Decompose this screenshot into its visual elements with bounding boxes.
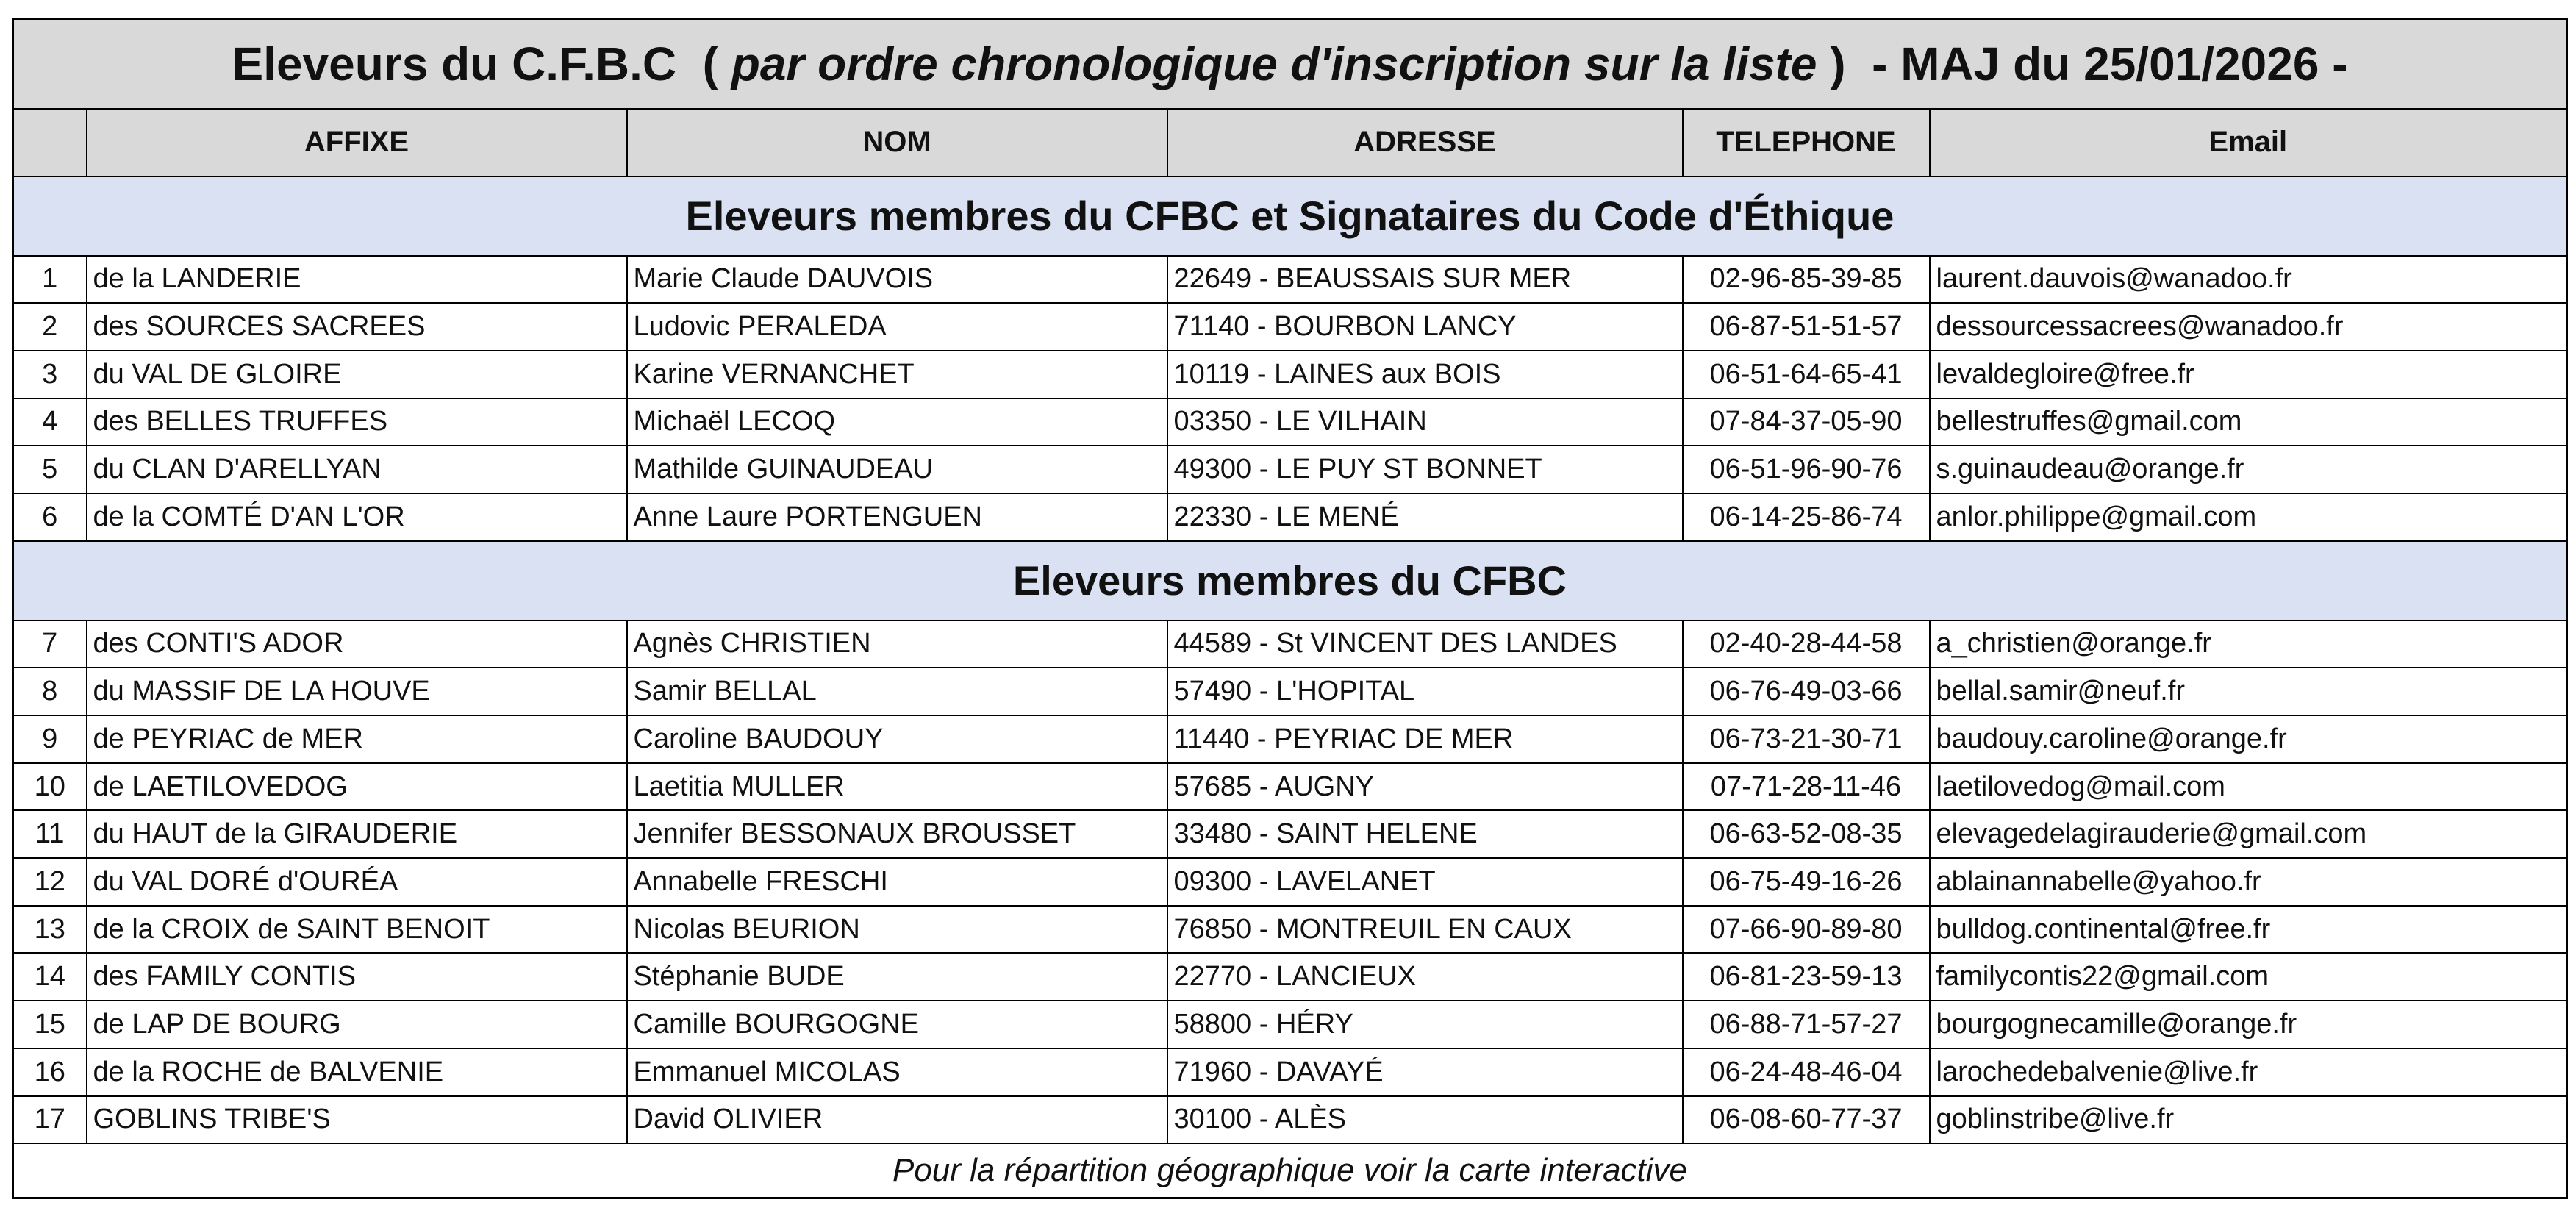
affixe-cell: de la COMTÉ D'AN L'OR — [87, 493, 627, 541]
affixe-cell: de LAETILOVEDOG — [87, 763, 627, 811]
header-affixe: AFFIXE — [87, 109, 627, 176]
adresse-cell: 33480 - SAINT HELENE — [1167, 810, 1683, 858]
telephone-cell: 06-51-96-90-76 — [1683, 446, 1930, 493]
affixe-cell: de LAP DE BOURG — [87, 1001, 627, 1048]
table-row — [13, 858, 2567, 906]
header-nom: NOM — [627, 109, 1167, 176]
adresse-cell: 71960 - DAVAYÉ — [1167, 1048, 1683, 1096]
section-title: Eleveurs membres du CFBC et Signataires du Code d'Éthique — [13, 176, 2567, 256]
row-number: 4 — [13, 398, 87, 446]
nom-cell: Stéphanie BUDE — [627, 953, 1167, 1001]
email-cell: ablainannabelle@yahoo.fr — [1930, 858, 2567, 906]
breeders-table — [12, 18, 2568, 1199]
email-cell: laetilovedog@mail.com — [1930, 763, 2567, 811]
nom-cell: David OLIVIER — [627, 1096, 1167, 1144]
adresse-cell: 76850 - MONTREUIL EN CAUX — [1167, 906, 1683, 954]
telephone-cell: 07-71-28-11-46 — [1683, 763, 1930, 811]
adresse-cell: 30100 - ALÈS — [1167, 1096, 1683, 1144]
adresse-cell: 22330 - LE MENÉ — [1167, 493, 1683, 541]
affixe-cell: des SOURCES SACREES — [87, 303, 627, 351]
table-row — [13, 256, 2567, 304]
row-number: 6 — [13, 493, 87, 541]
affixe-cell: du HAUT de la GIRAUDERIE — [87, 810, 627, 858]
affixe-cell: de la LANDERIE — [87, 256, 627, 304]
section-title: Eleveurs membres du CFBC — [13, 541, 2567, 621]
nom-cell: Nicolas BEURION — [627, 906, 1167, 954]
table-row — [13, 1096, 2567, 1144]
telephone-cell: 06-88-71-57-27 — [1683, 1001, 1930, 1048]
table-row — [13, 715, 2567, 763]
affixe-cell: du CLAN D'ARELLYAN — [87, 446, 627, 493]
telephone-cell: 02-96-85-39-85 — [1683, 256, 1930, 304]
title-update: - MAJ du 25/01/2026 - — [1872, 37, 2348, 90]
affixe-cell: de la CROIX de SAINT BENOIT — [87, 906, 627, 954]
table-row — [13, 1048, 2567, 1096]
email-cell: bulldog.continental@free.fr — [1930, 906, 2567, 954]
adresse-cell: 03350 - LE VILHAIN — [1167, 398, 1683, 446]
affixe-cell: du VAL DE GLOIRE — [87, 351, 627, 398]
telephone-cell: 06-14-25-86-74 — [1683, 493, 1930, 541]
table-row — [13, 810, 2567, 858]
email-cell: baudouy.caroline@orange.fr — [1930, 715, 2567, 763]
email-cell: elevagedelagirauderie@gmail.com — [1930, 810, 2567, 858]
nom-cell: Ludovic PERALEDA — [627, 303, 1167, 351]
row-number: 12 — [13, 858, 87, 906]
row-number: 9 — [13, 715, 87, 763]
adresse-cell: 49300 - LE PUY ST BONNET — [1167, 446, 1683, 493]
telephone-cell: 06-76-49-03-66 — [1683, 668, 1930, 715]
nom-cell: Agnès CHRISTIEN — [627, 621, 1167, 668]
affixe-cell: du VAL DORÉ d'OURÉA — [87, 858, 627, 906]
email-cell: dessourcessacrees@wanadoo.fr — [1930, 303, 2567, 351]
email-cell: goblinstribe@live.fr — [1930, 1096, 2567, 1144]
nom-cell: Michaël LECOQ — [627, 398, 1167, 446]
title-main: Eleveurs du C.F.B.C — [232, 37, 677, 90]
row-number: 14 — [13, 953, 87, 1001]
row-number: 7 — [13, 621, 87, 668]
header-adresse: ADRESSE — [1167, 109, 1683, 176]
nom-cell: Jennifer BESSONAUX BROUSSET — [627, 810, 1167, 858]
affixe-cell: du MASSIF DE LA HOUVE — [87, 668, 627, 715]
telephone-cell: 06-87-51-51-57 — [1683, 303, 1930, 351]
row-number: 10 — [13, 763, 87, 811]
section-header-row — [13, 541, 2567, 621]
table-row — [13, 493, 2567, 541]
nom-cell: Karine VERNANCHET — [627, 351, 1167, 398]
row-number: 15 — [13, 1001, 87, 1048]
row-number: 13 — [13, 906, 87, 954]
nom-cell: Marie Claude DAUVOIS — [627, 256, 1167, 304]
affixe-cell: des BELLES TRUFFES — [87, 398, 627, 446]
telephone-cell: 06-51-64-65-41 — [1683, 351, 1930, 398]
nom-cell: Anne Laure PORTENGUEN — [627, 493, 1167, 541]
telephone-cell: 06-73-21-30-71 — [1683, 715, 1930, 763]
email-cell: bourgognecamille@orange.fr — [1930, 1001, 2567, 1048]
nom-cell: Annabelle FRESCHI — [627, 858, 1167, 906]
email-cell: bellestruffes@gmail.com — [1930, 398, 2567, 446]
affixe-cell: des CONTI'S ADOR — [87, 621, 627, 668]
table-row — [13, 906, 2567, 954]
page-title — [13, 19, 2567, 109]
adresse-cell: 57490 - L'HOPITAL — [1167, 668, 1683, 715]
telephone-cell: 07-84-37-05-90 — [1683, 398, 1930, 446]
table-row — [13, 621, 2567, 668]
email-cell: familycontis22@gmail.com — [1930, 953, 2567, 1001]
header-email: Email — [1930, 109, 2567, 176]
row-number: 5 — [13, 446, 87, 493]
table-row — [13, 351, 2567, 398]
footer-row — [13, 1143, 2567, 1198]
header-row — [13, 109, 2567, 176]
telephone-cell: 06-08-60-77-37 — [1683, 1096, 1930, 1144]
title-italic: par ordre chronologique d'inscription sur la liste — [731, 37, 1817, 90]
telephone-cell: 02-40-28-44-58 — [1683, 621, 1930, 668]
table-row — [13, 303, 2567, 351]
title-paren-close: ) — [1830, 37, 1846, 90]
email-cell: levaldegloire@free.fr — [1930, 351, 2567, 398]
telephone-cell: 06-75-49-16-26 — [1683, 858, 1930, 906]
table-row — [13, 953, 2567, 1001]
header-num — [13, 109, 87, 176]
adresse-cell: 09300 - LAVELANET — [1167, 858, 1683, 906]
email-cell: bellal.samir@neuf.fr — [1930, 668, 2567, 715]
email-cell: anlor.philippe@gmail.com — [1930, 493, 2567, 541]
title-row — [13, 19, 2567, 109]
adresse-cell: 71140 - BOURBON LANCY — [1167, 303, 1683, 351]
adresse-cell: 10119 - LAINES aux BOIS — [1167, 351, 1683, 398]
row-number: 11 — [13, 810, 87, 858]
row-number: 16 — [13, 1048, 87, 1096]
email-cell: a_christien@orange.fr — [1930, 621, 2567, 668]
email-cell: s.guinaudeau@orange.fr — [1930, 446, 2567, 493]
row-number: 1 — [13, 256, 87, 304]
table-row — [13, 398, 2567, 446]
telephone-cell: 06-63-52-08-35 — [1683, 810, 1930, 858]
telephone-cell: 06-24-48-46-04 — [1683, 1048, 1930, 1096]
affixe-cell: de PEYRIAC de MER — [87, 715, 627, 763]
nom-cell: Emmanuel MICOLAS — [627, 1048, 1167, 1096]
table-row — [13, 668, 2567, 715]
affixe-cell: des FAMILY CONTIS — [87, 953, 627, 1001]
title-paren-open: ( — [702, 37, 718, 90]
affixe-cell: de la ROCHE de BALVENIE — [87, 1048, 627, 1096]
row-number: 17 — [13, 1096, 87, 1144]
row-number: 8 — [13, 668, 87, 715]
nom-cell: Samir BELLAL — [627, 668, 1167, 715]
adresse-cell: 57685 - AUGNY — [1167, 763, 1683, 811]
email-cell: laurent.dauvois@wanadoo.fr — [1930, 256, 2567, 304]
section-header-row — [13, 176, 2567, 256]
row-number: 3 — [13, 351, 87, 398]
adresse-cell: 11440 - PEYRIAC DE MER — [1167, 715, 1683, 763]
telephone-cell: 07-66-90-89-80 — [1683, 906, 1930, 954]
nom-cell: Caroline BAUDOUY — [627, 715, 1167, 763]
adresse-cell: 44589 - St VINCENT DES LANDES — [1167, 621, 1683, 668]
nom-cell: Camille BOURGOGNE — [627, 1001, 1167, 1048]
table-row — [13, 446, 2567, 493]
table-row — [13, 763, 2567, 811]
nom-cell: Mathilde GUINAUDEAU — [627, 446, 1167, 493]
adresse-cell: 58800 - HÉRY — [1167, 1001, 1683, 1048]
header-telephone: TELEPHONE — [1683, 109, 1930, 176]
affixe-cell: GOBLINS TRIBE'S — [87, 1096, 627, 1144]
table-row — [13, 1001, 2567, 1048]
nom-cell: Laetitia MULLER — [627, 763, 1167, 811]
adresse-cell: 22770 - LANCIEUX — [1167, 953, 1683, 1001]
telephone-cell: 06-81-23-59-13 — [1683, 953, 1930, 1001]
email-cell: larochedebalvenie@live.fr — [1930, 1048, 2567, 1096]
adresse-cell: 22649 - BEAUSSAIS SUR MER — [1167, 256, 1683, 304]
row-number: 2 — [13, 303, 87, 351]
footer-note: Pour la répartition géographique voir la carte interactive — [13, 1143, 2567, 1198]
